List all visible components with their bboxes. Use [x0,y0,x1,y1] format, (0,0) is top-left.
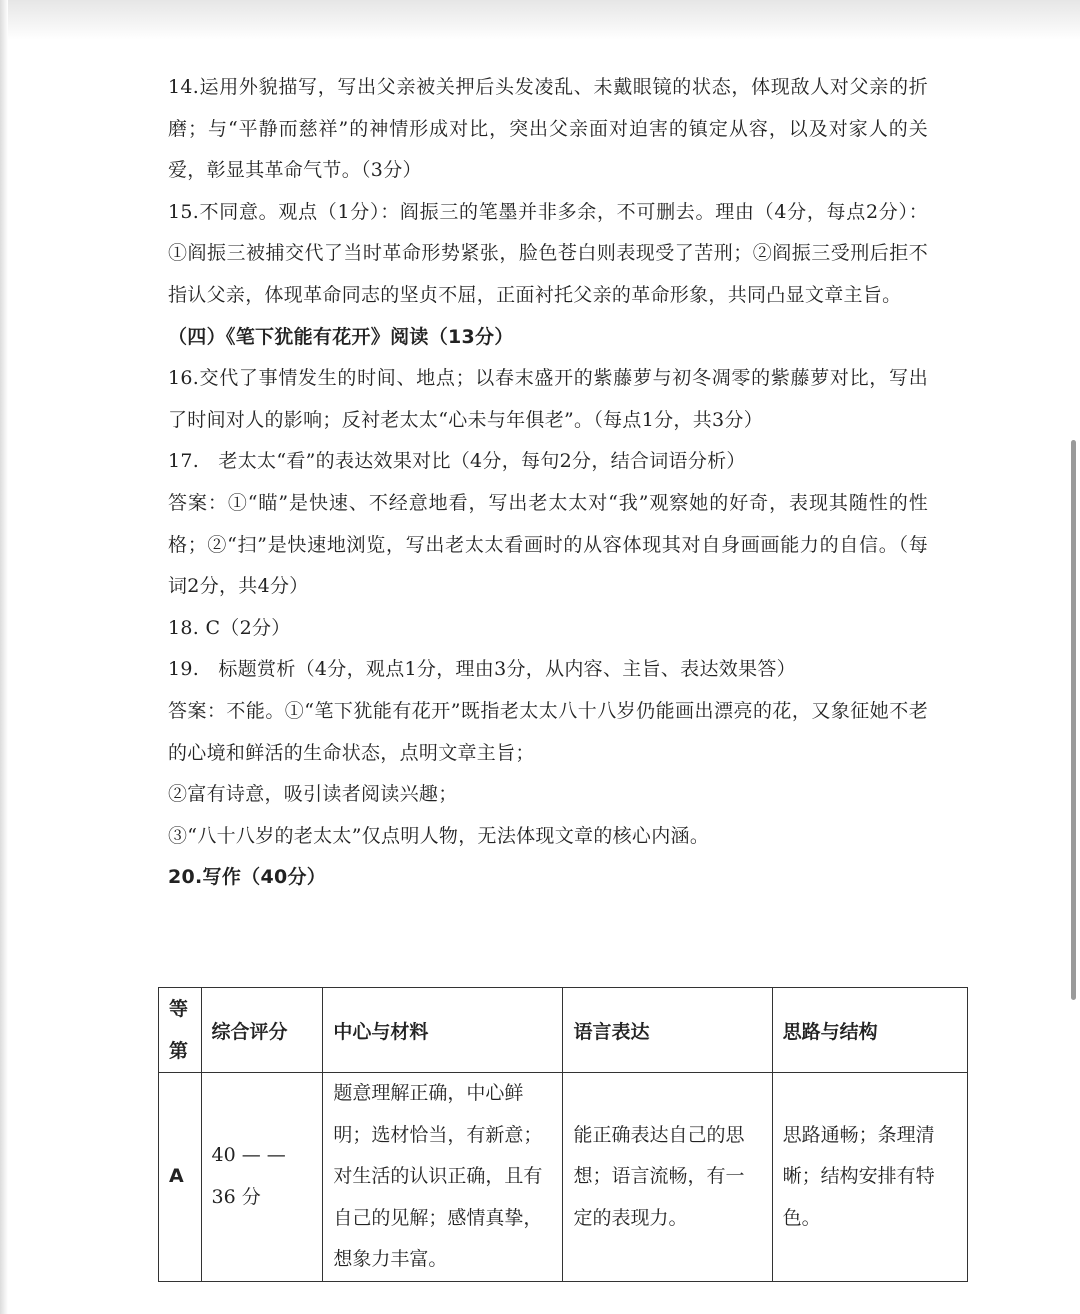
header-score: 综合评分 [201,988,323,1073]
header-language: 语言表达 [563,988,772,1073]
scrollbar[interactable] [1071,440,1076,1000]
language-a: 能正确表达自己的思想；语言流畅，有一定的表现力。 [563,1073,772,1282]
answer-17-body: 答案：①“瞄”是快速、不经意地看，写出老太太对“我”观察她的好奇，表现其随性的性格；②“扫”是快速地浏览，写出老太太看画时的从容体现其对自身画画能力的自信。（每词2分，共4分） [168,491,928,598]
top-shadow [0,0,1080,40]
answer-19-point-3: ③“八十八岁的老太太”仅点明人物，无法体现文章的核心内涵。 [168,824,710,847]
answer-19-title: 19. 标题赏析（4分，观点1分，理由3分，从内容、主旨、表达效果答） [168,658,796,681]
section-heading-4: （四）《笔下犹能有花开》阅读（13分） [168,325,514,348]
answer-16: 16.交代了事情发生的时间、地点；以春末盛开的紫藤萝与初冬凋零的紫藤萝对比，写出了时间对人的影响；反衬老太太“心未与年俱老”。（每点1分，共3分） [168,367,928,431]
left-shadow [0,0,8,1314]
answer-19-point-1: 答案：不能。①“笔下犹能有花开”既指老太太八十八岁仍能画出漂亮的花，又象征她不老的心境和鲜活的生命状态，点明文章主旨； [168,699,928,764]
rubric-row-a [159,1073,968,1282]
answer-content [168,67,928,899]
grade-a: A [159,1073,202,1282]
answer-17-title: 17. 老太太“看”的表达效果对比（4分，每句2分，结合词语分析） [168,450,746,473]
answer-18: 18. C（2分） [168,616,291,639]
answer-14: 14.运用外貌描写，写出父亲被关押后头发凌乱、未戴眼镜的状态，体现敌人对父亲的折磨；与“平静而慈祥”的神情形成对比，突出父亲面对迫害的镇定从容，以及对家人的关爱，彰显其革命气节。（3分） [168,76,928,182]
header-structure: 思路与结构 [772,988,967,1073]
center-material-a: 题意理解正确，中心鲜明；选材恰当，有新意；对生活的认识正确，且有自己的见解；感情真挚，想象力丰富。 [323,1073,563,1282]
writing-title: 20.写作（40分） [168,866,327,889]
writing-rubric-table [158,987,968,1282]
rubric-header-row [159,988,968,1073]
header-center-material: 中心与材料 [323,988,563,1073]
header-grade: 等第 [159,988,202,1073]
answer-19-point-2: ②富有诗意，吸引读者阅读兴趣； [168,783,458,806]
score-a: 40 — — 36 分 [201,1073,323,1282]
structure-a: 思路通畅；条理清晰；结构安排有特色。 [772,1073,967,1282]
answer-15: 15.不同意。观点（1分）：阎振三的笔墨并非多余，不可删去。理由（4分，每点2分）：①阎振三被捕交代了当时革命形势紧张，脸色苍白则表现受了苦刑；②阎振三受刑后拒不指认父亲，体现革命同志的坚贞不屈，正面衬托父亲的革命形象，共同凸显文章主旨。 [168,200,928,306]
